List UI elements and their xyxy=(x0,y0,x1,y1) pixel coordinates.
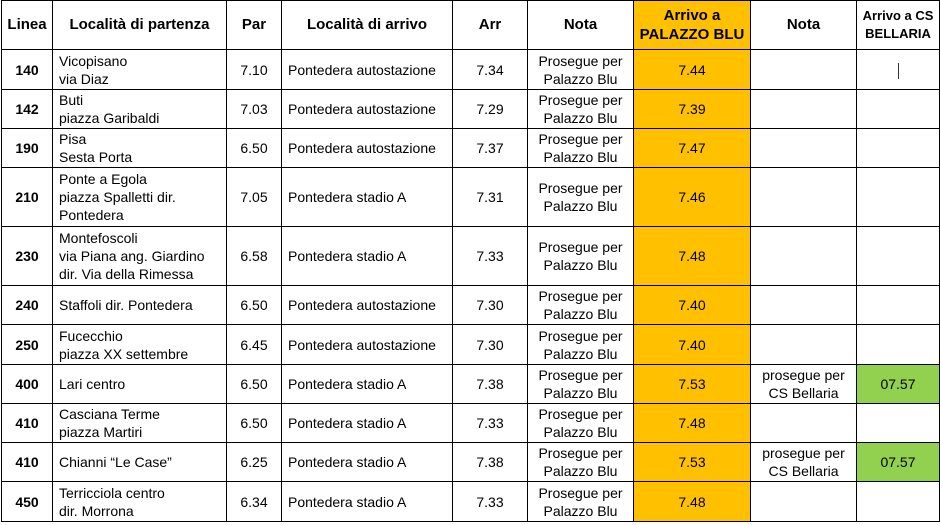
header-arr: Arr xyxy=(453,1,528,50)
palazzo-blu-cell: 7.53 xyxy=(634,443,751,482)
arr-cell: 7.38 xyxy=(453,365,528,404)
table-row xyxy=(2,443,940,482)
header-palazzo-blu-line1: Arrivo a xyxy=(663,7,721,24)
nota-line: Palazzo Blu xyxy=(543,70,618,87)
header-cs-bellaria-line2: BELLARIA xyxy=(865,26,931,41)
linea-cell: 230 xyxy=(2,227,53,286)
arrivo-cell: Pontedera autostazione xyxy=(282,286,453,325)
arr-cell: 7.33 xyxy=(453,227,528,286)
arrivo-cell: Pontedera stadio A xyxy=(282,482,453,522)
header-par: Par xyxy=(227,1,282,50)
header-cs-bellaria-line1: Arrivo a CS xyxy=(862,8,934,23)
table-row xyxy=(2,168,940,227)
palazzo-blu-cell: 7.53 xyxy=(634,365,751,404)
nota2-line: CS Bellaria xyxy=(768,385,839,401)
par-cell: 6.58 xyxy=(227,227,282,286)
partenza-cell xyxy=(53,443,227,482)
linea-cell: 410 xyxy=(2,404,53,443)
nota-cell xyxy=(528,90,634,129)
nota-cell xyxy=(528,404,634,443)
par-cell: 6.25 xyxy=(227,443,282,482)
par-cell: 6.50 xyxy=(227,129,282,168)
par-cell: 7.03 xyxy=(227,90,282,129)
table-row xyxy=(2,365,940,404)
table-row xyxy=(2,227,940,286)
arr-cell: 7.30 xyxy=(453,286,528,325)
nota-line: Prosegue per xyxy=(538,288,623,304)
header-arrivo: Località di arrivo xyxy=(282,1,453,50)
nota-cell xyxy=(528,168,634,227)
header-row xyxy=(2,1,940,50)
partenza-line: Ponte a Egola xyxy=(59,171,147,187)
partenza-line: via Piana ang. Giardino xyxy=(59,248,205,264)
cs-bellaria-cell xyxy=(857,404,940,443)
nota-line: Palazzo Blu xyxy=(543,198,618,214)
table-row xyxy=(2,325,940,365)
partenza-line: Montefoscoli xyxy=(59,230,138,246)
header-palazzo-blu xyxy=(634,1,751,50)
nota2-cell xyxy=(751,129,857,168)
header-palazzo-blu-line2: PALAZZO BLU xyxy=(639,26,745,43)
nota-cell xyxy=(528,325,634,365)
nota-line: Prosegue per xyxy=(538,180,623,196)
table-row xyxy=(2,50,940,90)
nota-line: Prosegue per xyxy=(538,367,623,383)
partenza-line: Sesta Porta xyxy=(59,149,133,165)
arrivo-cell: Pontedera stadio A xyxy=(282,365,453,404)
linea-cell: 142 xyxy=(2,90,53,129)
partenza-cell xyxy=(53,227,227,286)
nota-cell xyxy=(528,50,634,90)
cs-bellaria-cell xyxy=(857,482,940,522)
partenza-line: dir. Morrona xyxy=(59,502,134,519)
header-cs-bellaria xyxy=(857,1,940,50)
partenza-line: Staffoli dir. Pontedera xyxy=(59,297,193,313)
arr-cell: 7.33 xyxy=(453,482,528,522)
arr-cell: 7.33 xyxy=(453,404,528,443)
table-row xyxy=(2,286,940,325)
text-cursor-mark xyxy=(898,63,899,79)
nota-line: Palazzo Blu xyxy=(543,110,618,126)
partenza-line: Vicopisano xyxy=(59,52,128,69)
par-cell: 7.05 xyxy=(227,168,282,227)
arrivo-cell: Pontedera stadio A xyxy=(282,443,453,482)
partenza-cell xyxy=(53,90,227,129)
arr-cell: 7.37 xyxy=(453,129,528,168)
nota-line: Prosegue per xyxy=(538,52,623,69)
palazzo-blu-cell: 7.44 xyxy=(634,50,751,90)
nota2-cell xyxy=(751,286,857,325)
arrivo-cell: Pontedera autostazione xyxy=(282,90,453,129)
nota-line: Palazzo Blu xyxy=(543,257,618,273)
palazzo-blu-cell: 7.40 xyxy=(634,286,751,325)
header-linea: Linea xyxy=(2,1,53,50)
linea-cell: 240 xyxy=(2,286,53,325)
palazzo-blu-cell: 7.48 xyxy=(634,482,751,522)
cs-bellaria-cell xyxy=(857,325,940,365)
nota-line: Palazzo Blu xyxy=(543,424,618,440)
linea-cell: 250 xyxy=(2,325,53,365)
cs-bellaria-cell: 07.57 xyxy=(857,443,940,482)
nota2-cell xyxy=(751,227,857,286)
partenza-cell xyxy=(53,168,227,227)
nota-line: Palazzo Blu xyxy=(543,502,618,519)
nota-line: Prosegue per xyxy=(538,484,623,501)
nota-line: Prosegue per xyxy=(538,327,623,344)
nota-line: Prosegue per xyxy=(538,131,623,147)
timetable xyxy=(1,0,940,522)
arr-cell: 7.34 xyxy=(453,50,528,90)
palazzo-blu-cell: 7.47 xyxy=(634,129,751,168)
palazzo-blu-cell: 7.48 xyxy=(634,404,751,443)
partenza-cell xyxy=(53,50,227,90)
arrivo-cell: Pontedera autostazione xyxy=(282,325,453,365)
table-row xyxy=(2,404,940,443)
partenza-line: Chianni “Le Case” xyxy=(59,454,172,470)
partenza-cell xyxy=(53,129,227,168)
nota-line: Palazzo Blu xyxy=(543,149,618,165)
nota-cell xyxy=(528,129,634,168)
cs-bellaria-cell xyxy=(857,227,940,286)
par-cell: 7.10 xyxy=(227,50,282,90)
arr-cell: 7.30 xyxy=(453,325,528,365)
nota-cell xyxy=(528,482,634,522)
nota2-line: CS Bellaria xyxy=(768,463,839,479)
nota-line: Prosegue per xyxy=(538,445,623,461)
cs-bellaria-cell xyxy=(857,168,940,227)
nota2-cell xyxy=(751,50,857,90)
header-partenza: Località di partenza xyxy=(53,1,227,50)
partenza-cell xyxy=(53,404,227,443)
arrivo-cell: Pontedera autostazione xyxy=(282,129,453,168)
nota2-cell xyxy=(751,325,857,365)
partenza-line: Buti xyxy=(59,92,84,108)
cs-bellaria-cell xyxy=(857,90,940,129)
nota-cell xyxy=(528,286,634,325)
nota-line: Palazzo Blu xyxy=(543,306,618,322)
partenza-line: piazza Spalletti dir. xyxy=(59,189,176,205)
partenza-line: piazza Garibaldi xyxy=(59,110,160,126)
linea-cell: 190 xyxy=(2,129,53,168)
partenza-line: Fucecchio xyxy=(59,327,123,344)
table-row xyxy=(2,90,940,129)
linea-cell: 450 xyxy=(2,482,53,522)
nota2-cell xyxy=(751,365,857,404)
arr-cell: 7.38 xyxy=(453,443,528,482)
arrivo-cell: Pontedera stadio A xyxy=(282,168,453,227)
partenza-cell xyxy=(53,286,227,325)
par-cell: 6.50 xyxy=(227,286,282,325)
arrivo-cell: Pontedera autostazione xyxy=(282,50,453,90)
partenza-line: Terricciola centro xyxy=(59,484,165,501)
nota2-line: prosegue per xyxy=(762,445,845,461)
partenza-line: dir. Via della Rimessa xyxy=(59,266,194,282)
linea-cell: 400 xyxy=(2,365,53,404)
nota-line: Palazzo Blu xyxy=(543,463,618,479)
palazzo-blu-cell: 7.46 xyxy=(634,168,751,227)
partenza-cell xyxy=(53,365,227,404)
nota-cell xyxy=(528,443,634,482)
par-cell: 6.45 xyxy=(227,325,282,365)
par-cell: 6.50 xyxy=(227,365,282,404)
nota-line: Prosegue per xyxy=(538,92,623,108)
par-cell: 6.50 xyxy=(227,404,282,443)
linea-cell: 410 xyxy=(2,443,53,482)
table-row xyxy=(2,129,940,168)
header-nota: Nota xyxy=(528,1,634,50)
arrivo-cell: Pontedera stadio A xyxy=(282,404,453,443)
partenza-line: Lari centro xyxy=(59,376,126,392)
partenza-cell xyxy=(53,482,227,522)
nota-cell xyxy=(528,365,634,404)
palazzo-blu-cell: 7.40 xyxy=(634,325,751,365)
partenza-line: piazza Martiri xyxy=(59,424,143,440)
nota2-cell xyxy=(751,168,857,227)
arr-cell: 7.29 xyxy=(453,90,528,129)
palazzo-blu-cell: 7.39 xyxy=(634,90,751,129)
nota-line: Prosegue per xyxy=(538,239,623,255)
arr-cell: 7.31 xyxy=(453,168,528,227)
nota2-cell xyxy=(751,482,857,522)
partenza-line: via Diaz xyxy=(59,70,109,87)
partenza-line: Pisa xyxy=(59,131,87,147)
nota-line: Palazzo Blu xyxy=(543,385,618,401)
partenza-line: Casciana Terme xyxy=(59,406,160,422)
nota-line: Palazzo Blu xyxy=(543,345,618,362)
table-row xyxy=(2,482,940,522)
cs-bellaria-cell xyxy=(857,129,940,168)
nota-line: Prosegue per xyxy=(538,406,623,422)
linea-cell: 140 xyxy=(2,50,53,90)
cs-bellaria-cell xyxy=(857,50,940,90)
linea-cell: 210 xyxy=(2,168,53,227)
nota2-cell xyxy=(751,443,857,482)
palazzo-blu-cell: 7.48 xyxy=(634,227,751,286)
cs-bellaria-cell: 07.57 xyxy=(857,365,940,404)
arrivo-cell: Pontedera stadio A xyxy=(282,227,453,286)
partenza-line: Pontedera xyxy=(59,207,124,223)
nota2-line: prosegue per xyxy=(762,367,845,383)
partenza-cell xyxy=(53,325,227,365)
nota2-cell xyxy=(751,90,857,129)
partenza-line: piazza XX settembre xyxy=(59,345,189,362)
par-cell: 6.34 xyxy=(227,482,282,522)
nota-cell xyxy=(528,227,634,286)
cs-bellaria-cell xyxy=(857,286,940,325)
header-nota2: Nota xyxy=(751,1,857,50)
nota2-cell xyxy=(751,404,857,443)
